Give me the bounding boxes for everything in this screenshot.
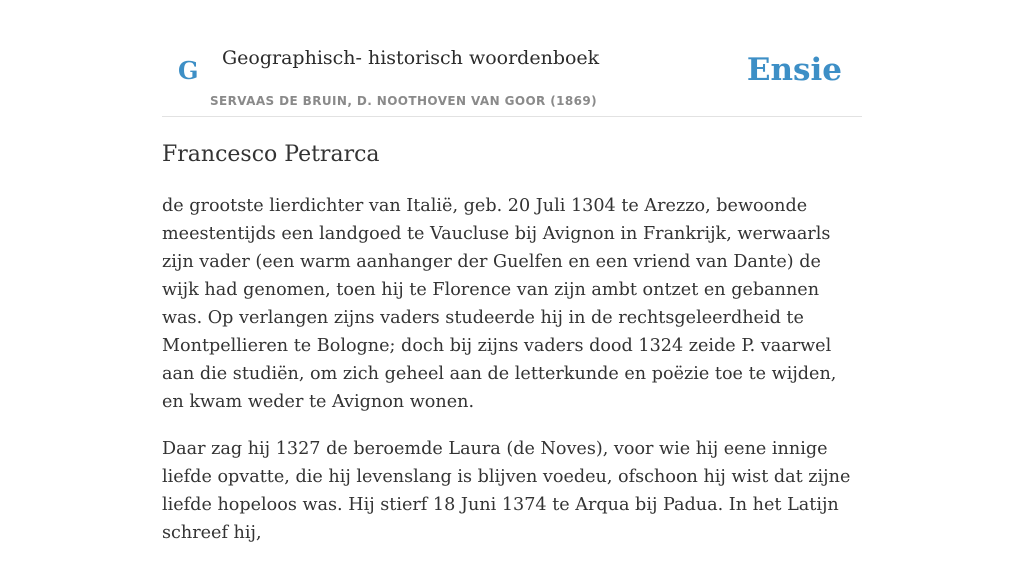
book-header	[162, 34, 862, 117]
book-authors: SERVAAS DE BRUIN, D. NOOTHOVEN VAN GOOR (1869)	[210, 94, 598, 108]
entry-title: Francesco Petrarca	[162, 142, 380, 167]
entry-body	[162, 192, 862, 566]
book-badge[interactable]: G	[178, 56, 199, 85]
book-title[interactable]: Geographisch- historisch woordenboek	[222, 47, 600, 69]
entry-paragraph: Daar zag hij 1327 de beroemde Laura (de Noves), voor wie hij eene innige liefde opvatte, die hij levenslang is blijven voedeu, ofschoon hij wist dat zijne liefde hopeloos was. Hij stierf 18 Juni 1374 te Arqua bij Padua. In het Latijn schreef hij,	[162, 439, 851, 543]
ensie-logo[interactable]: Ensie	[746, 52, 842, 88]
entry-paragraph: de grootste lierdichter van Italië, geb. 20 Juli 1304 te Arezzo, bewoonde meestentijds een landgoed te Vaucluse bij Avignon in Frankrijk, werwaarls zijn vader (een warm aanhanger der Guelfen en een vriend van Dante) de wijk had genomen, toen hij te Florence van zijn ambt ontzet en gebannen was. Op verlangen zijns vaders studeerde hij in de rechtsgeleerdheid te Montpellieren te Bologne; doch bij zijns vaders dood 1324 zeide P. vaarwel aan die studiën, om zich geheel aan de letterkunde en poëzie toe te wijden, en kwam weder te Avignon wonen.	[162, 196, 837, 412]
